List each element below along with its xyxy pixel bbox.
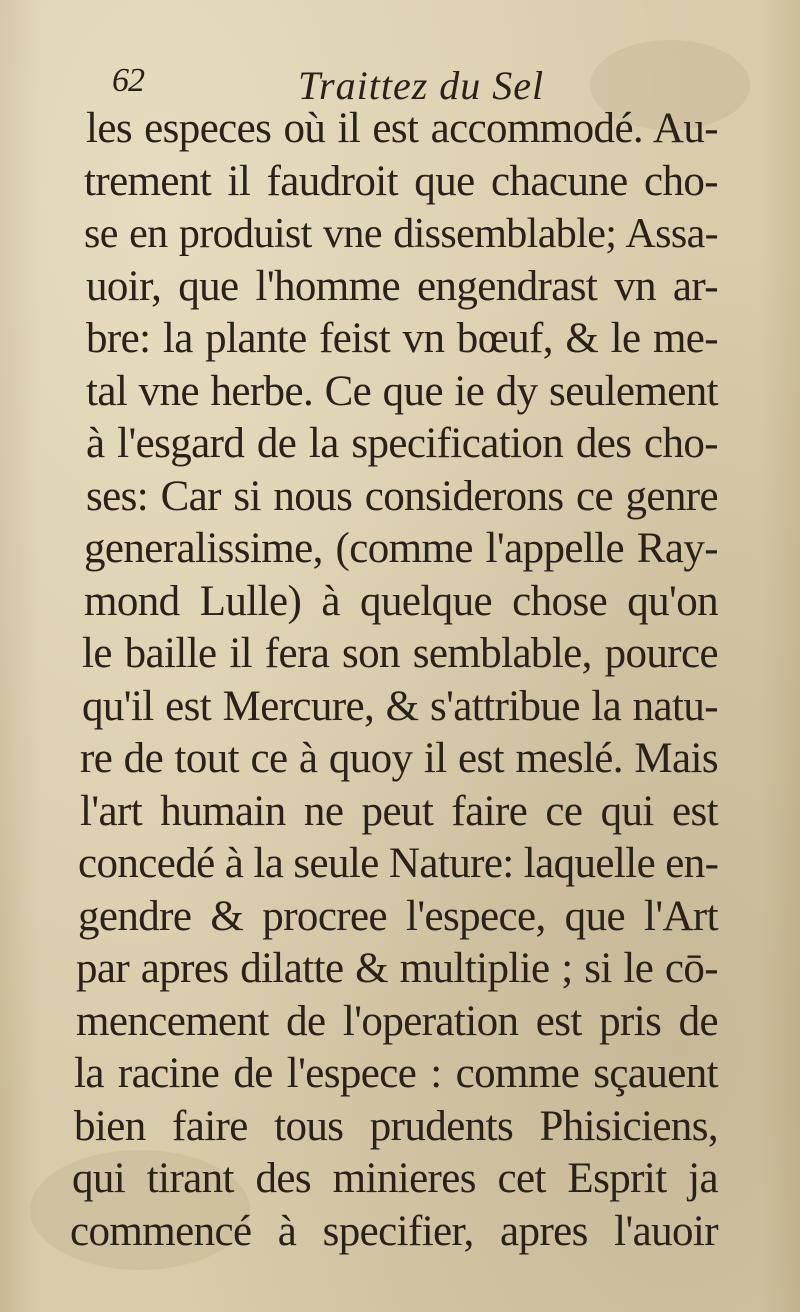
text-line: tal vne herbe. Ce que ie dy seulement [86, 367, 718, 415]
body-text [68, 103, 718, 1258]
text-line: le baille il fera son semblable, pource [82, 630, 718, 677]
text-line: mencement de l'operation est pris de [76, 997, 718, 1045]
text-line: uoir, que l'homme engendrast vn ar- [86, 262, 718, 310]
text-line: qu'il est Mercure, & s'attribue la natu- [82, 682, 718, 730]
text-line: commencé à specifier, apres l'auoir [70, 1207, 718, 1255]
text-line: par apres dilatte & multiplie ; si le cō- [76, 945, 718, 992]
text-line: bien faire tous prudents Phisiciens, [74, 1102, 718, 1150]
text-line: generalissime, (comme l'appelle Ray- [84, 525, 718, 572]
text-line: qui tirant des minieres cet Esprit ja [72, 1155, 718, 1202]
text-line: re de tout ce à quoy il est meslé. Mais [80, 735, 718, 782]
text-line: ses: Car si nous considerons ce genre [86, 472, 718, 520]
text-line: se en produist vne dissemblable; Assa- [84, 211, 718, 257]
text-line: concedé à la seule Nature: laquelle en- [78, 840, 719, 887]
running-title: Traittez du Sel [298, 63, 545, 108]
text-line: trement il faudroit que chacune cho- [84, 157, 718, 205]
text-line: les especes où il est accommodé. Au- [86, 105, 718, 152]
text-line: bre: la plante feist vn bœuf, & le me- [86, 315, 718, 362]
text-line: à l'esgard de la specification des cho- [86, 420, 718, 467]
text-line: mond Lulle) à quelque chose qu'on [84, 577, 718, 625]
text-line: la racine de l'espece : comme sçauent [74, 1050, 718, 1097]
page-number: 62 [112, 62, 144, 99]
text-line: l'art humain ne peut faire ce qui est [80, 787, 718, 835]
text-line: gendre & procree l'espece, que l'Art [78, 892, 718, 940]
